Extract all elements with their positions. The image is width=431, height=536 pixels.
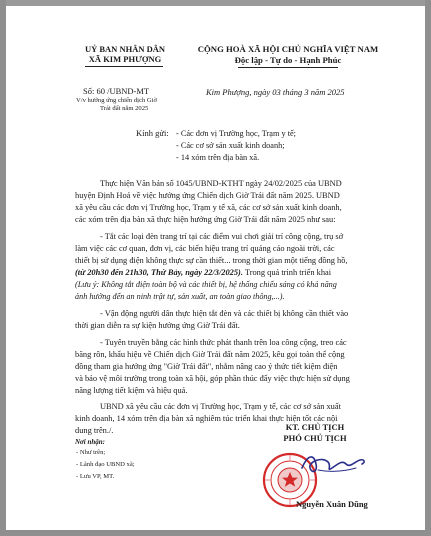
body-line: UBND xã yêu cầu các đơn vị Trường học, Trạm y tế, các cơ sở sản xuất [100,402,341,411]
subject-line1: V/v hưởng ứng chiến dịch Giờ [76,97,157,104]
org-underline [85,66,163,67]
signature-image [298,450,368,478]
window-bottom-border [0,530,431,536]
distribution-label: Nơi nhận: [75,438,106,446]
window-top-border [0,0,431,6]
document-number: Số: 60 /UBND-MT [83,86,150,96]
recipient-item: - Các đơn vị Trường học, Trạm y tế; [176,129,296,138]
body-line: băng rôn, khẩu hiệu về Chiến dịch Giờ Trái đất năm 2025, kêu gọi toàn thể cộng [75,350,345,359]
sign-title: KT. CHỦ TỊCH [285,422,345,432]
body-line: xã yêu cầu các đơn vị Trường học, Trạm y tế xã, các cơ sở sản xuất kinh doanh, [75,203,342,212]
body-line: đồng tham gia hưởng ứng "Giờ Trái đất", nhằm nâng cao ý thức tiết kiệm điện [75,362,338,371]
body-line: Thực hiện Văn bản số 1045/UBND-KTHT ngày 24/02/2025 của UBND [100,179,342,188]
document-date: Kim Phượng, ngày 03 tháng 3 năm 2025 [206,87,345,97]
body-line-tail: Trong quá trình triển khai [242,268,332,277]
recipients-label: Kính gửi: [136,128,169,138]
event-time: (từ 20h30 đến 21h30, Thứ Bảy, ngày 22/3/2025). [75,268,243,277]
distribution-item: - Lãnh đạo UBND xã; [76,461,135,468]
body-line: làm việc các cơ quan, đơn vị, các biển hiệu trang trí quảng cáo ngoài trời, các [75,244,335,253]
body-line: - Tuyên truyền bằng các hình thức phát thanh trên loa công cộng, treo các [100,338,347,347]
body-line: thiết bị sử dụng điện không thực sự cần thiết... trong thời gian một tiếng đồng hồ, [75,256,348,265]
org-name-line2: XÃ KIM PHƯỢNG [88,54,162,64]
body-line: thời gian diễn ra sự kiện hưởng ứng Giờ Trái đất. [75,321,240,330]
nation-motto: Độc lập - Tự do - Hạnh Phúc [234,55,342,65]
body-line: các xóm trên địa bàn xã thực hiện hưởng ứng Giờ Trái đất năm 2025 như sau: [75,215,336,224]
subject-line2: Trái đất năm 2025 [100,105,149,112]
motto-underline [238,67,338,68]
window-right-border [425,0,431,536]
window-left-border [0,0,6,536]
body-line: huyện Định Hoá về việc hưởng ứng Chiến dịch Giờ Trái đất năm 2025. UBND [75,191,340,200]
body-line: - Tắt các loại đèn trang trí tại các điểm vui chơi giải trí công cộng, trụ sở [100,232,344,241]
distribution-item: - Lưu VP, MT. [76,473,115,480]
recipient-item: - Các cơ sở sản xuất kinh doanh; [176,141,285,150]
note-line: ảnh hưởng đến an ninh trật tự, sản xuất, an toàn giao thông,...). [75,292,285,301]
body-line: kinh doanh, 14 xóm trên địa bàn xã nghiêm túc triển khai thực hiện tốt các nội [75,414,338,423]
note-line: (Lưu ý: Không tắt điện toàn bộ và các thiết bị, hệ thống chiếu sáng có khả năng [75,280,337,289]
body-line-time [75,269,331,277]
distribution-item: - Như trên; [76,449,106,456]
org-name-line1: UỶ BAN NHÂN DÂN [84,44,166,54]
nation-title: CỘNG HOÀ XÃ HỘI CHỦ NGHĨA VIỆT NAM [197,44,379,54]
signer-name: Nguyễn Xuân Dũng [296,499,368,509]
recipient-item: - 14 xóm trên địa bàn xã. [176,153,260,162]
body-line: và bảo vệ môi trường trong toàn xã hội, góp phần thúc đẩy việc thực hiện sử dụng [75,374,350,383]
body-line: dung trên./. [75,426,114,435]
sign-position: PHÓ CHỦ TỊCH [283,433,347,443]
body-line: năng lượng tiết kiệm và hiệu quả. [75,386,188,395]
body-line: - Vận động người dân thực hiện tắt đèn và các thiết bị không cần thiết vào [100,309,349,318]
